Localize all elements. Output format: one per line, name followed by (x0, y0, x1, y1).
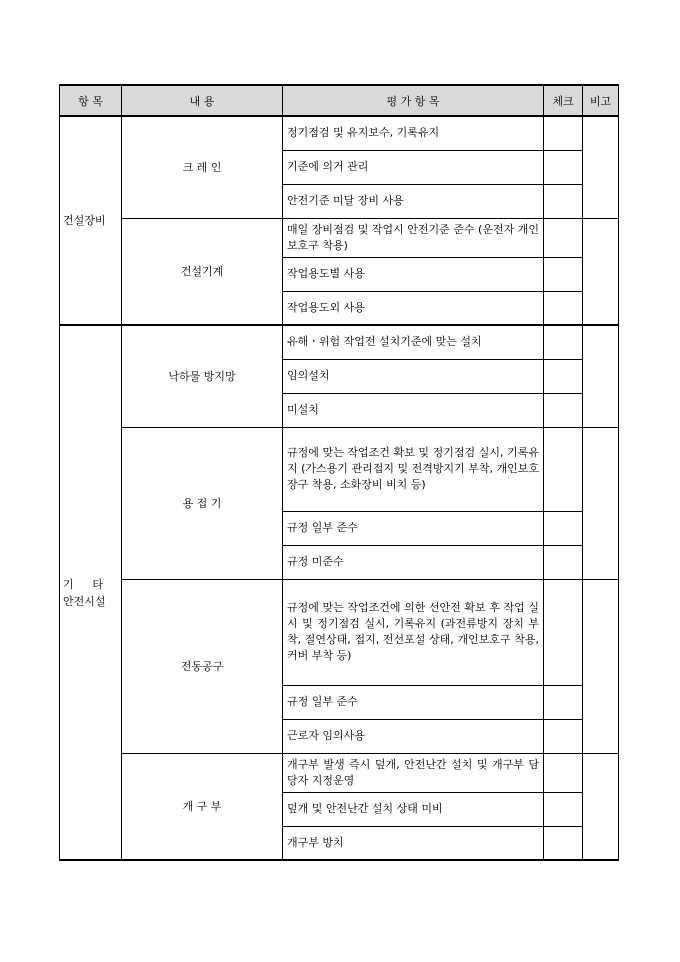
check-cell[interactable] (544, 218, 583, 257)
note-cell[interactable] (583, 325, 619, 427)
header-criteria: 평 가 항 목 (283, 85, 544, 116)
check-cell[interactable] (544, 826, 583, 860)
check-cell[interactable] (544, 257, 583, 291)
criteria-cell: 규정에 맞는 작업조건에 의한 선안전 확보 후 작업 실시 및 정기점검 실시, 기록유지 (과전류방지 장치 부착, 절연상태, 접지, 전선포설 상태, 개인보호구 착용, 커버 부착 등) (283, 579, 544, 685)
item-falling-object-net: 낙하물 방지망 (122, 325, 283, 427)
table-row (60, 753, 619, 792)
table-row (60, 116, 619, 150)
note-cell[interactable] (583, 579, 619, 753)
criteria-cell: 매일 장비점검 및 작업시 안전기준 준수 (운전자 개인보호구 착용) (283, 218, 544, 257)
criteria-cell: 규정에 맞는 작업조건 확보 및 정기점검 실시, 기록유지 (가스용기 관리접지 및 전격방지기 부착, 개인보호장구 착용, 소화장비 비치 등) (283, 427, 544, 511)
note-cell[interactable] (583, 218, 619, 325)
category-part-a: 기 (63, 577, 74, 591)
check-cell[interactable] (544, 184, 583, 218)
check-cell[interactable] (544, 685, 583, 719)
evaluation-sheet (59, 84, 619, 861)
evaluation-table (59, 84, 619, 861)
criteria-cell: 미설치 (283, 393, 544, 427)
category-part-b: 타 (92, 577, 103, 591)
section-construction-equipment (60, 116, 619, 325)
criteria-cell: 개구부 발생 즉시 덮개, 안전난간 설치 및 개구부 담당자 지정운영 (283, 753, 544, 792)
item-construction-machinery: 건설기계 (122, 218, 283, 325)
check-cell[interactable] (544, 150, 583, 184)
criteria-cell: 규정 일부 준수 (283, 685, 544, 719)
check-cell[interactable] (544, 792, 583, 826)
check-cell[interactable] (544, 116, 583, 150)
criteria-cell: 작업용도별 사용 (283, 257, 544, 291)
table-row (60, 427, 619, 511)
note-cell[interactable] (583, 753, 619, 860)
item-crane: 크 레 인 (122, 116, 283, 218)
check-cell[interactable] (544, 427, 583, 511)
item-opening: 개 구 부 (122, 753, 283, 860)
criteria-cell: 근로자 임의사용 (283, 719, 544, 753)
category-cell (60, 325, 122, 860)
check-cell[interactable] (544, 291, 583, 325)
criteria-cell: 안전기준 미달 장비 사용 (283, 184, 544, 218)
header-content: 내 용 (122, 85, 283, 116)
header-row (60, 85, 619, 116)
check-cell[interactable] (544, 511, 583, 545)
criteria-cell: 규정 일부 준수 (283, 511, 544, 545)
criteria-cell: 유해ㆍ위험 작업전 설치기준에 맞는 설치 (283, 325, 544, 359)
criteria-cell: 작업용도외 사용 (283, 291, 544, 325)
check-cell[interactable] (544, 393, 583, 427)
check-cell[interactable] (544, 545, 583, 579)
section-other-safety-facilities (60, 325, 619, 860)
table-row (60, 579, 619, 685)
header-category: 항 목 (60, 85, 122, 116)
criteria-cell: 정기점검 및 유지보수, 기록유지 (283, 116, 544, 150)
item-power-tools: 전동공구 (122, 579, 283, 753)
category-line-2: 안전시설 (63, 594, 106, 608)
table-row (60, 325, 619, 359)
check-cell[interactable] (544, 359, 583, 393)
criteria-cell: 기준에 의거 관리 (283, 150, 544, 184)
criteria-cell: 규정 미준수 (283, 545, 544, 579)
note-cell[interactable] (583, 116, 619, 218)
note-cell[interactable] (583, 427, 619, 579)
criteria-cell: 덮개 및 안전난간 설치 상태 미비 (283, 792, 544, 826)
category-line-1 (63, 576, 103, 593)
criteria-cell: 임의설치 (283, 359, 544, 393)
header-note: 비고 (583, 85, 619, 116)
item-welder: 용 접 기 (122, 427, 283, 579)
check-cell[interactable] (544, 579, 583, 685)
table-row (60, 218, 619, 257)
check-cell[interactable] (544, 753, 583, 792)
check-cell[interactable] (544, 719, 583, 753)
check-cell[interactable] (544, 325, 583, 359)
header-check: 체크 (544, 85, 583, 116)
category-cell: 건설장비 (60, 116, 122, 325)
criteria-cell: 개구부 방치 (283, 826, 544, 860)
